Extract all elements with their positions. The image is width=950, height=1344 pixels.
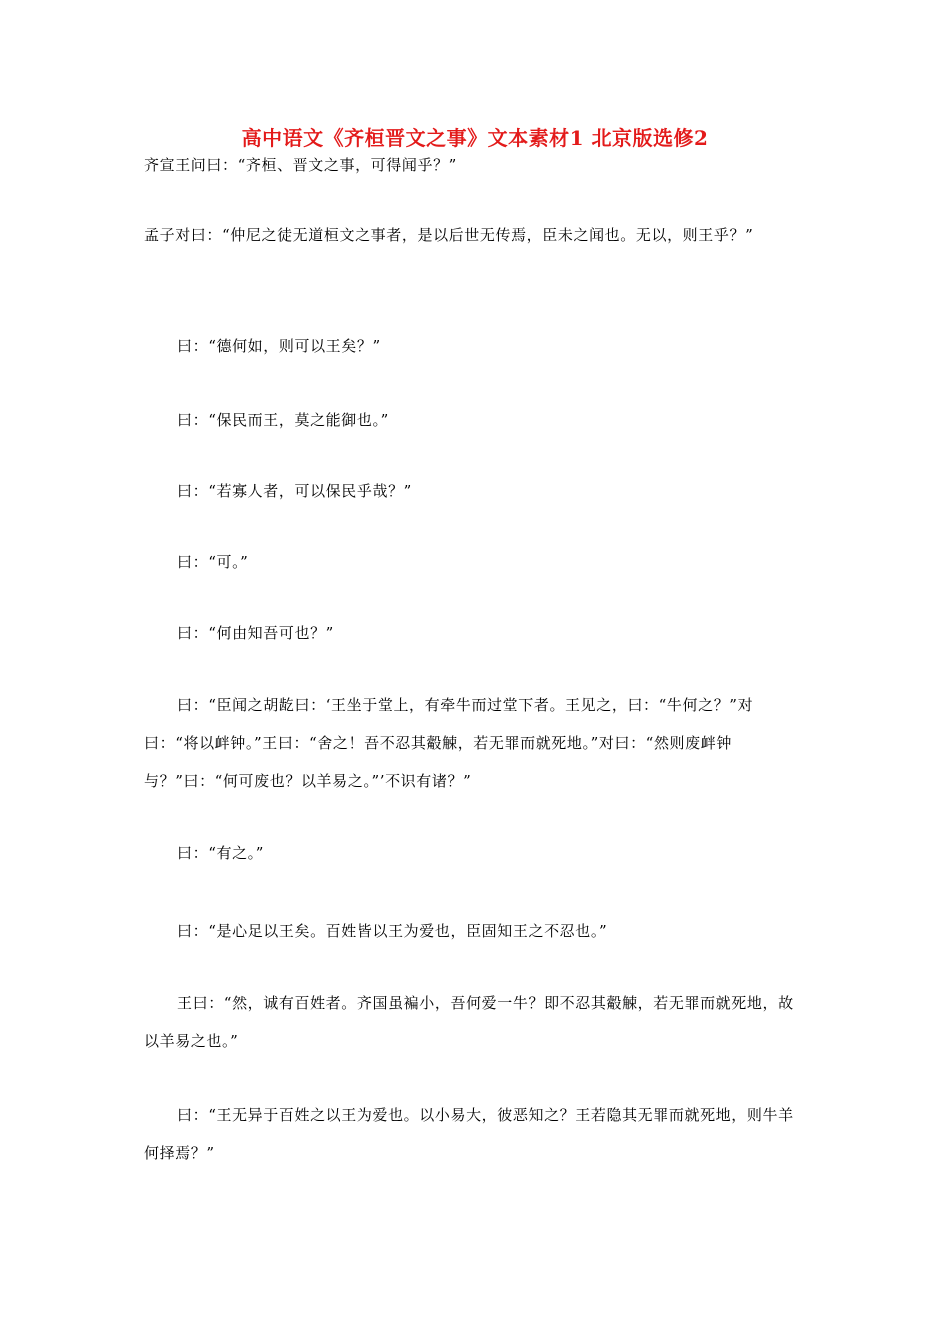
paragraph-12: 曰：“王无异于百姓之以王为爱也。以小易大，彼恶知之？王若隐其无罪而就死地，则牛羊何择焉？” bbox=[144, 1106, 794, 1162]
paragraph-7: 曰：“何由知吾可也？” bbox=[177, 624, 334, 642]
paragraph-2: 孟子对曰：“仲尼之徒无道桓文之事者，是以后世无传焉，臣未之闻也。无以，则王乎？” bbox=[144, 226, 754, 244]
paragraph-8: 曰：“臣闻之胡龁曰：‘王坐于堂上，有牵牛而过堂下者。王见之，曰：“牛何之？”对曰：“将以衅钟。”王曰：“舍之！吾不忍其觳觫，若无罪而就死地。”对曰：“然则废衅钟与？”曰：“何可废也？以羊易之。”’不识有诸？” bbox=[144, 696, 754, 790]
paragraph-3: 曰：“德何如，则可以王矣？” bbox=[177, 337, 381, 355]
paragraph-1: 齐宣王问曰：“齐桓、晋文之事，可得闻乎？” bbox=[144, 156, 457, 174]
paragraph-11: 王曰：“然，诚有百姓者。齐国虽褊小，吾何爱一牛？即不忍其觳觫，若无罪而就死地，故以羊易之也。” bbox=[144, 994, 794, 1050]
paragraph-6: 曰：“可。” bbox=[177, 553, 249, 571]
paragraph-10: 曰：“是心足以王矣。百姓皆以王为爱也，臣固知王之不忍也。” bbox=[177, 922, 608, 940]
paragraph-4: 曰：“保民而王，莫之能御也。” bbox=[177, 411, 389, 429]
paragraph-9: 曰：“有之。” bbox=[177, 844, 265, 862]
paragraph-5: 曰：“若寡人者，可以保民乎哉？” bbox=[177, 482, 412, 500]
document-title: 高中语文《齐桓晋文之事》文本素材1 北京版选修2 bbox=[241, 126, 709, 150]
